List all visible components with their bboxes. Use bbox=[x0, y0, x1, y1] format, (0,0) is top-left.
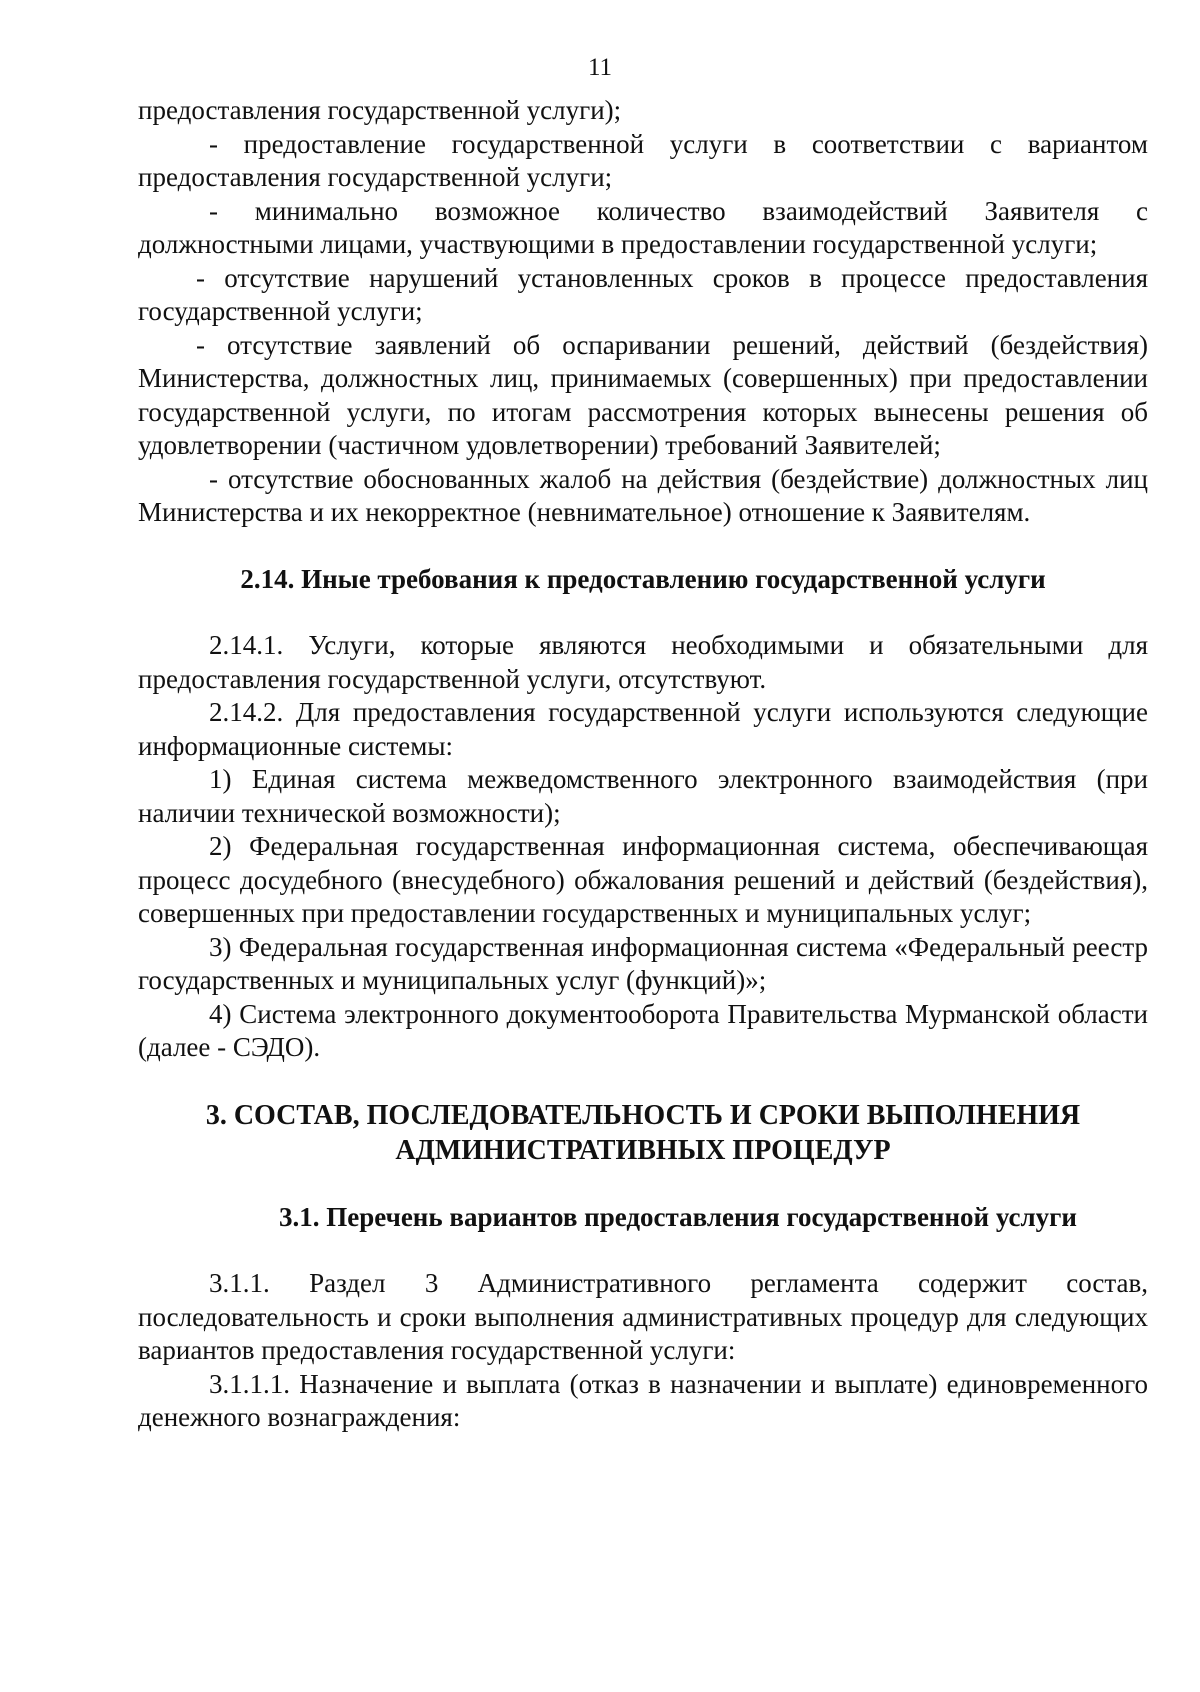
info-system-item: 3) Федеральная государственная информационная система «Федеральный реестр государственных и муниципальных услуг (функций)»; bbox=[138, 931, 1148, 995]
section-heading-3 bbox=[138, 1098, 1148, 1168]
section-heading-2-14: 2.14. Иные требования к предоставлению государственной услуги bbox=[240, 563, 1046, 594]
section-heading-3-line-1: 3. СОСТАВ, ПОСЛЕДОВАТЕЛЬНОСТЬ И СРОКИ ВЫПОЛНЕНИЯ bbox=[205, 1099, 1081, 1131]
list-item-variant: - предоставление государственной услуги в соответствии с вариантом предоставления государственной услуги; bbox=[138, 128, 1148, 192]
info-system-item: 4) Система электронного документооборота Правительства Мурманской области (далее - СЭДО). bbox=[138, 998, 1148, 1062]
list-item-no-deadline-violations: - отсутствие нарушений установленных сроков в процессе предоставления государственной услуги; bbox=[138, 262, 1148, 326]
paragraph-3-1-1: 3.1.1. Раздел 3 Административного регламента содержит состав, последовательность и сроки выполнения административных процедур для следующих вариантов предоставления государственной услуги: bbox=[138, 1268, 1148, 1365]
info-system-item: 1) Единая система межведомственного электронного взаимодействия (при наличии технической возможности); bbox=[138, 764, 1148, 828]
list-item-no-appeals: - отсутствие заявлений об оспаривании решений, действий (бездействия) Министерства, должностных лиц, принимаемых (совершенных) при предоставлении государственной услуги, по итогам рассмотрения которых вынесены решения об удовлетворении (частичном удовлетворении) требований Заявителей; bbox=[138, 329, 1148, 460]
paragraph-2-14-1: 2.14.1. Услуги, которые являются необходимыми и обязательными для предоставления государственной услуги, отсутствуют. bbox=[138, 630, 1148, 694]
list-item-min-interactions: - минимально возможное количество взаимодействий Заявителя с должностными лицами, участвующими в предоставлении государственной услуги; bbox=[138, 195, 1148, 259]
page-number: 11 bbox=[587, 54, 613, 81]
document-body bbox=[138, 94, 1148, 1435]
paragraph-continuation: предоставления государственной услуги); bbox=[138, 95, 622, 125]
info-system-item: 2) Федеральная государственная информационная система, обеспечивающая процесс досудебного (внесудебного) обжалования решений и действий (бездействия), совершенных при предоставлении государственных и муниципальных услуг; bbox=[138, 831, 1148, 928]
section-heading-3-line-2: АДМИНИСТРАТИВНЫХ ПРОЦЕДУР bbox=[395, 1134, 891, 1166]
subsection-heading-3-1: 3.1. Перечень вариантов предоставления государственной услуги bbox=[279, 1201, 1077, 1232]
paragraph-3-1-1-1: 3.1.1.1. Назначение и выплата (отказ в назначении и выплате) единовременного денежного вознаграждения: bbox=[138, 1368, 1148, 1432]
paragraph-2-14-2: 2.14.2. Для предоставления государственной услуги используются следующие информационные системы: bbox=[138, 697, 1148, 761]
list-item-no-complaints: - отсутствие обоснованных жалоб на действия (бездействие) должностных лиц Министерства и их некорректное (невнимательное) отношение к Заявителям. bbox=[138, 463, 1148, 527]
